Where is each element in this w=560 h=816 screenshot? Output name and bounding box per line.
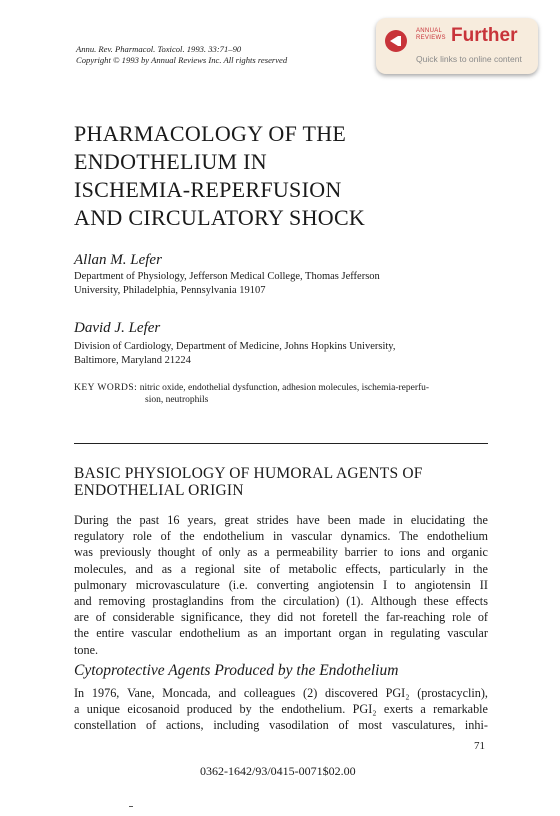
word: (prostacyclin),	[417, 686, 488, 700]
word: considerable	[112, 610, 175, 625]
word: a	[180, 561, 187, 576]
word: of	[95, 610, 106, 625]
word: organic	[451, 545, 488, 560]
paragraph-line	[74, 701, 488, 717]
word: strides	[256, 513, 289, 527]
word: the	[116, 513, 132, 527]
word: and	[74, 594, 92, 609]
word: did	[277, 610, 294, 625]
word: circulation)	[283, 594, 340, 609]
keywords-line: sion, neutrophils	[145, 395, 209, 405]
word: far-reaching	[385, 610, 446, 625]
word: of	[160, 529, 171, 544]
further-banner[interactable]	[376, 18, 538, 74]
author-name: David J. Lefer	[74, 320, 161, 336]
word: elucidating	[410, 513, 465, 527]
word: the	[261, 594, 277, 609]
word: great	[224, 513, 249, 527]
word: I	[383, 577, 388, 592]
affiliation-line: Baltimore, Maryland 21224	[74, 355, 191, 366]
word: was	[74, 545, 93, 560]
word: the	[74, 626, 89, 641]
author-affiliation	[74, 270, 380, 298]
word: of	[201, 545, 213, 560]
word: During	[74, 513, 109, 527]
word: of	[146, 718, 157, 733]
paragraph-line	[74, 512, 488, 528]
word: as	[247, 545, 258, 560]
paragraph-line	[74, 528, 488, 544]
title-line: ISCHEMIA-REPERFUSION	[74, 177, 342, 202]
word: have	[296, 513, 320, 527]
affiliation-line: Department of Physiology, Jefferson Medical College, Thomas Jefferson	[74, 271, 380, 282]
section-heading	[74, 465, 423, 499]
word: foretell	[322, 610, 358, 625]
author-name: Allan M. Lefer	[74, 252, 162, 268]
word: of	[269, 561, 280, 576]
paragraph-line: tone.	[74, 642, 99, 657]
divider	[74, 443, 488, 444]
paragraph-line	[74, 577, 488, 593]
word: the	[259, 702, 274, 717]
word: the	[473, 513, 488, 527]
word: prostaglandins	[152, 594, 224, 609]
word: as	[161, 561, 172, 576]
word: in	[273, 529, 283, 544]
word: the	[364, 610, 380, 625]
word: endothelium	[427, 529, 488, 544]
footer-code: 0362-1642/93/0415-0071$02.00	[200, 764, 356, 778]
word: vasodilation	[269, 718, 329, 733]
word: discovered	[325, 686, 378, 700]
word: regulating	[390, 626, 440, 641]
word: and	[135, 561, 153, 576]
word: angiotensin	[317, 577, 375, 592]
word: colleagues	[243, 686, 296, 700]
word: a	[420, 702, 426, 717]
word: to	[396, 577, 406, 592]
word: are	[74, 610, 89, 625]
word: removing	[98, 594, 146, 609]
word: been	[327, 513, 351, 527]
word: ions	[400, 545, 421, 560]
word: to	[383, 545, 394, 560]
paragraph-line	[74, 544, 488, 560]
word: molecules,	[74, 561, 127, 576]
banner-annual-label: ANNUAL	[416, 28, 443, 34]
title-line: ENDOTHELIUM IN	[74, 149, 267, 174]
affiliation-line: University, Philadelphia, Pennsylvania 19107	[74, 285, 266, 296]
paragraph-line	[74, 609, 488, 625]
word: Vane,	[127, 686, 155, 700]
word: and	[218, 686, 237, 700]
page-number: 71	[474, 740, 485, 752]
annual-reviews-logo-icon	[385, 30, 407, 52]
word: in	[373, 626, 384, 641]
word: regional	[195, 561, 235, 576]
word: II	[479, 577, 488, 592]
word: they	[249, 610, 271, 625]
keywords	[74, 382, 429, 406]
journal-citation	[76, 44, 287, 66]
word: endothelium.	[281, 702, 346, 717]
word: converting	[256, 577, 309, 592]
word: effects	[455, 594, 488, 609]
article-title	[74, 120, 365, 232]
banner-reviews-label: REVIEWS	[416, 35, 446, 41]
body-paragraph	[74, 512, 488, 658]
word: inhi-	[464, 718, 488, 733]
word: regulatory	[74, 529, 125, 544]
keywords-label: KEY WORDS:	[74, 383, 138, 393]
word: remarkable	[433, 702, 488, 717]
word: made	[358, 513, 386, 527]
section-heading-line: BASIC PHYSIOLOGY OF HUMORAL AGENTS OF	[74, 465, 423, 482]
word: important	[284, 626, 332, 641]
title-line: PHARMACOLOGY OF THE	[74, 121, 347, 146]
word: 16	[167, 513, 180, 527]
word: and	[427, 545, 445, 560]
word: by	[239, 702, 252, 717]
word: these	[423, 594, 449, 609]
word: In	[74, 686, 85, 700]
word: metabolic	[288, 561, 337, 576]
paragraph-line	[74, 625, 488, 641]
journal-citation-line: Annu. Rev. Pharmacol. Toxicol. 1993. 33:71–90	[76, 44, 242, 54]
word: only	[218, 545, 241, 560]
word: angiotensin	[414, 577, 471, 592]
word: effects,	[345, 561, 381, 576]
scan-mark	[129, 806, 133, 807]
word: eicosanoid	[127, 702, 180, 717]
word: not	[299, 610, 316, 625]
word: endothelium	[203, 529, 265, 544]
word: most	[358, 718, 383, 733]
word: vascular	[291, 529, 332, 544]
word: thought	[157, 545, 196, 560]
word: endothelium	[179, 626, 241, 641]
word: unique	[86, 702, 120, 717]
word: the	[179, 529, 195, 544]
paragraph-line	[74, 717, 488, 733]
word: in	[454, 561, 465, 576]
word: PGI₂	[385, 686, 410, 700]
word: a	[74, 702, 80, 717]
banner-further-label: Further	[451, 25, 518, 46]
word: particularly	[389, 561, 446, 576]
word: (1).	[346, 594, 364, 609]
section-heading-line: ENDOTHELIAL ORIGIN	[74, 482, 244, 499]
word: (2)	[303, 686, 318, 700]
word: role	[452, 610, 472, 625]
word: in	[393, 513, 403, 527]
word: site	[243, 561, 261, 576]
paragraph-line	[74, 685, 488, 701]
word: Moncada,	[162, 686, 211, 700]
word: microvasculature	[135, 577, 220, 592]
word: constellation	[74, 718, 137, 733]
word: role	[132, 529, 152, 544]
word: including	[213, 718, 260, 733]
word: as	[247, 626, 258, 641]
word: an	[265, 626, 277, 641]
word: the	[473, 561, 488, 576]
affiliation-line: Division of Cardiology, Department of Medicine, Johns Hopkins University,	[74, 341, 396, 352]
keywords-line: nitric oxide, endothelial dysfunction, adhesion molecules, ischemia-reperfu-	[139, 383, 430, 393]
word: vasculatures,	[391, 718, 456, 733]
word: significance,	[181, 610, 243, 625]
banner-tagline: Quick links to online content	[416, 54, 522, 64]
word: years,	[187, 513, 217, 527]
title-line: AND CIRCULATORY SHOCK	[74, 205, 366, 230]
word: organ	[338, 626, 367, 641]
copyright-line: Copyright © 1993 by Annual Reviews Inc. All rights reserved	[76, 55, 288, 65]
word: (i.e.	[228, 577, 248, 592]
author-affiliation	[74, 340, 395, 368]
word: a	[264, 545, 270, 560]
paragraph-line	[74, 561, 488, 577]
word: produced	[186, 702, 233, 717]
word: PGI₂	[352, 702, 377, 717]
word: dynamics.	[340, 529, 391, 544]
word: Although	[370, 594, 417, 609]
paragraph-line	[74, 593, 488, 609]
word: actions,	[165, 718, 204, 733]
word: of	[477, 610, 488, 625]
word: barrier	[344, 545, 378, 560]
word: of	[338, 718, 349, 733]
word: previously	[99, 545, 152, 560]
word: exerts	[383, 702, 414, 717]
word: past	[139, 513, 160, 527]
word: entire	[96, 626, 124, 641]
word: The	[399, 529, 419, 544]
word: permeability	[276, 545, 338, 560]
word: 1976,	[91, 686, 120, 700]
word: pulmonary	[74, 577, 127, 592]
body-paragraph	[74, 685, 488, 734]
word: vascular	[447, 626, 488, 641]
word: from	[230, 594, 255, 609]
word: vascular	[131, 626, 172, 641]
subsection-heading: Cytoprotective Agents Produced by the Endothelium	[74, 662, 399, 679]
